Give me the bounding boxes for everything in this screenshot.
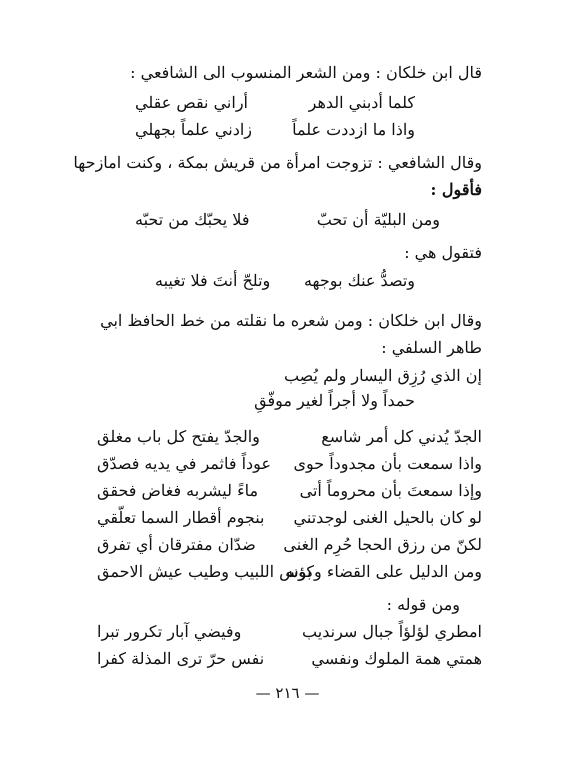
verse-hemistich-right: ومن البليّة أن تحبّ (316, 210, 440, 229)
verse-line (0, 621, 575, 643)
verse-hemistich-left: بؤس اللبيب وطيب عيش الاحمق (97, 562, 312, 581)
verse-line (0, 209, 575, 231)
intro-she-says: فتقول هي : (404, 243, 482, 262)
verse-hemistich-right: كلما أدبني الدهر (308, 93, 415, 112)
verse-hemistich-right: واذا سمعت بأن مجدوداً حوى (293, 454, 482, 473)
verse-hemistich-right: همتي همة الملوك ونفسي (311, 649, 482, 668)
verse-line (0, 453, 575, 475)
verse-hemistich-left: نفس حرّ ترى المذلة كفرا (97, 649, 265, 668)
page-number: — ٢١٦ — (255, 684, 320, 702)
verse-hemistich-left: والجدّ يفتح كل باب مغلق (97, 427, 260, 446)
verse-hemistich-left: وتلحّ أنتَ فلا تغيبه (155, 271, 271, 290)
verse-line (0, 648, 575, 670)
verse-hemistich-right: وإذا سمعتَ بأن محروماً أتى (299, 481, 482, 500)
verse-hemistich-right: الجدّ يُدني كل أمر شاسع (321, 427, 482, 446)
verse-hemistich-right: لو كان بالحيل الغنى لوجدتني (293, 508, 482, 527)
verse-line (0, 119, 575, 141)
intro-shafii-continued: فأقول : (430, 180, 482, 199)
verse-line (0, 534, 575, 556)
intro-shafii: وقال الشافعي : تزوجت امرأة من قريش بمكة ، وكنت امازحها (73, 153, 482, 172)
verse-line (0, 92, 575, 114)
verse-line (0, 426, 575, 448)
verse-hemistich-left: أراني نقص عقلي (135, 93, 248, 112)
verse-hemistich-left: فلا يحبّك من تحبّه (135, 210, 250, 229)
verse-opening-line-continued: حمداً ولا أجراً لغير موفّقِ (254, 391, 415, 410)
verse-hemistich-left: زادني علماً بجهلي (135, 120, 253, 139)
intro-ibn-khallikan-1: قال ابن خلكان : ومن الشعر المنسوب الى الشافعي : (130, 63, 482, 82)
verse-hemistich-left: بنجوم أقطار السما تعلّقي (97, 508, 265, 527)
verse-hemistich-left: ماءً ليشربه فغاض فحقق (97, 481, 259, 500)
intro-and-his-saying: ومن قوله : (386, 595, 460, 614)
verse-hemistich-right: امطري لؤلؤاً جبال سرنديب (302, 622, 482, 641)
verse-line (0, 480, 575, 502)
verse-line (0, 507, 575, 529)
verse-hemistich-right: وتصدُّ عنك بوجهه (303, 271, 415, 290)
intro-ibn-khallikan-2-continued: طاهر السلفي : (381, 338, 482, 357)
intro-ibn-khallikan-2: وقال ابن خلكان : ومن شعره ما نقلته من خط الحافظ ابي (100, 311, 482, 330)
verse-hemistich-left: ضدّان مفترقان أي تفرق (97, 535, 256, 554)
verse-hemistich-left: عوداً فاثمر في يديه فصدّق (97, 454, 271, 473)
verse-line (0, 561, 575, 583)
verse-hemistich-left: وفيضي آبار تكرور تبرا (97, 622, 242, 641)
verse-hemistich-right: واذا ما ازددت علماً (292, 120, 415, 139)
verse-opening-line: إن الذي رُزِق اليسار ولم يُصِب (283, 366, 482, 385)
verse-hemistich-right: ومن الدليل على القضاء وكونه (285, 562, 482, 581)
verse-line (0, 270, 575, 292)
verse-hemistich-right: لكنّ من رزق الحجا حُرِم الغنى (283, 535, 482, 554)
